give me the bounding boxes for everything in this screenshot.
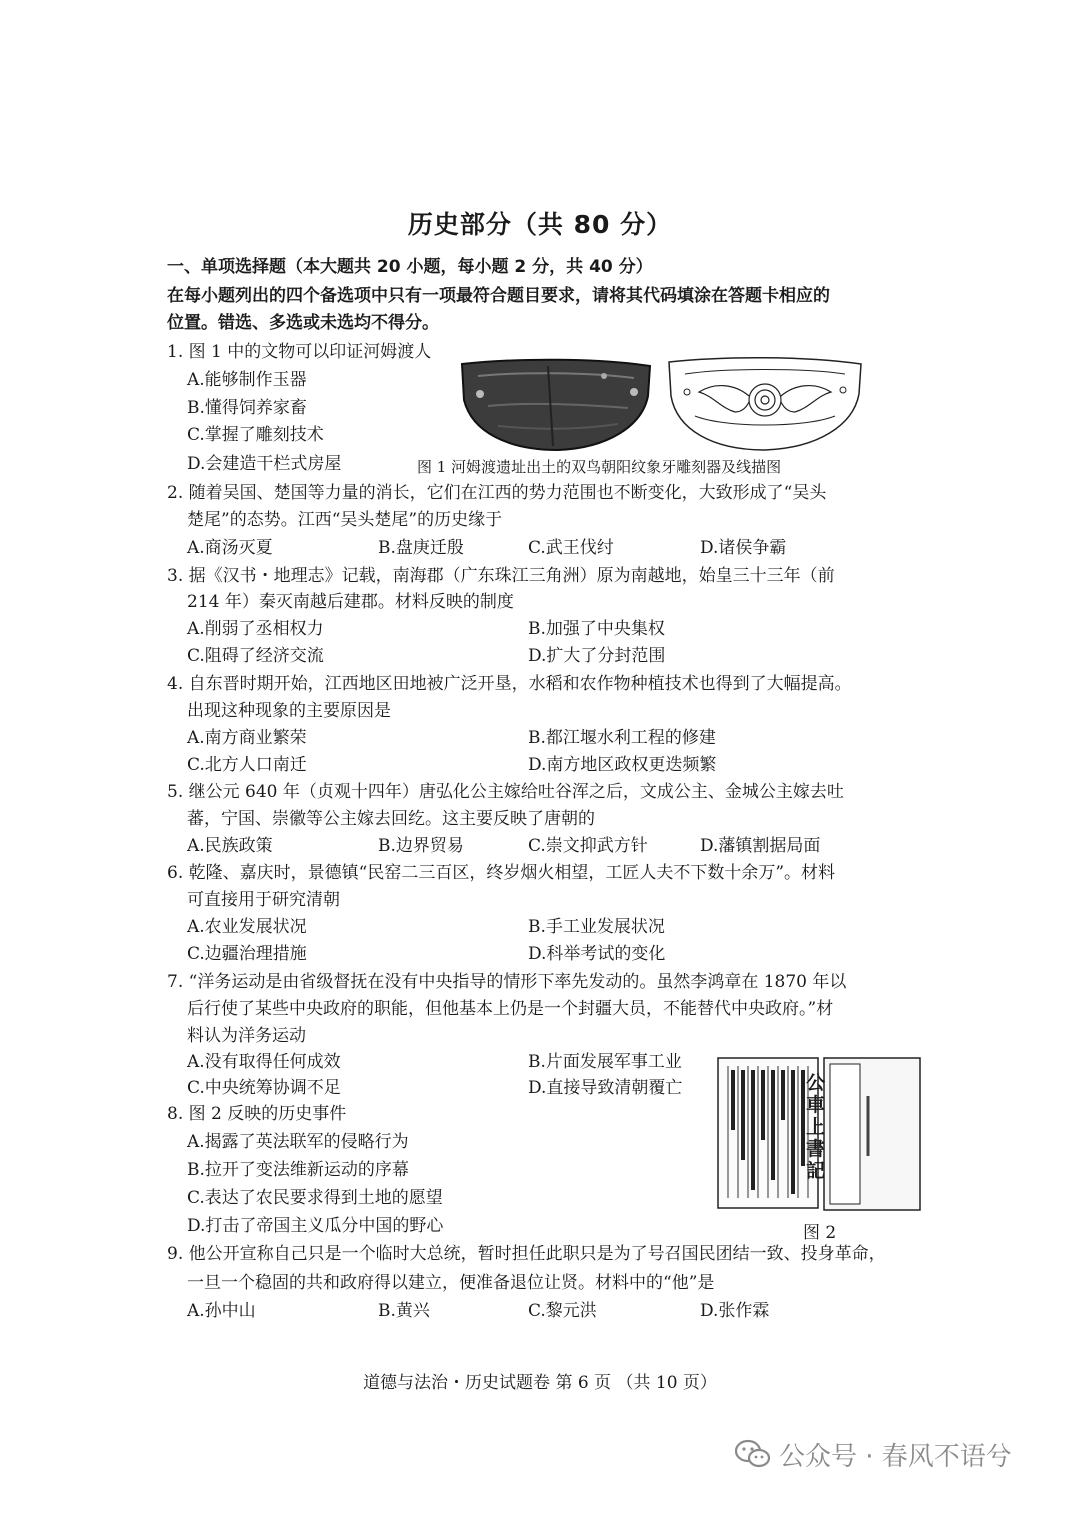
question-5-option-c: C.崇文抑武方针: [528, 836, 648, 856]
page-title: 历史部分（共 80 分）: [407, 210, 673, 239]
wechat-icon: [735, 1439, 771, 1469]
question-4-option-d: D.南方地区政权更迭频繁: [528, 755, 717, 775]
question-3-option-b: B.加强了中央集权: [528, 619, 665, 639]
question-1-option-b: B.懂得饲养家畜: [187, 398, 307, 418]
page-footer: 道德与法治・历史试题卷 第 6 页 （共 10 页）: [363, 1373, 717, 1393]
question-7-option-b: B.片面发展军事工业: [528, 1052, 682, 1072]
question-5-option-b: B.边界贸易: [378, 836, 464, 856]
question-1-option-d: D.会建造干栏式房屋: [187, 454, 342, 474]
question-7-option-c: C.中央统筹协调不足: [187, 1078, 341, 1098]
question-2-option-a: A.商汤灭夏: [187, 538, 273, 558]
question-5-stem-2: 蕃，宁国、崇徽等公主嫁去回纥。这主要反映了唐朝的: [187, 809, 595, 829]
question-8-option-b: B.拉开了变法维新运动的序幕: [187, 1160, 409, 1180]
question-7-option-d: D.直接导致清朝覆亡: [528, 1078, 683, 1098]
question-2-option-d: D.诸侯争霸: [700, 538, 787, 558]
question-4-stem-1: 4. 自东晋时期开始，江西地区田地被广泛开垦，水稻和农作物种植技术也得到了大幅提高。: [167, 674, 852, 694]
question-9-stem-2: 一旦一个稳固的共和政府得以建立，便准备退位让贤。材料中的“他”是: [187, 1273, 715, 1293]
question-9-option-a: A.孙中山: [187, 1301, 256, 1321]
question-6-option-b: B.手工业发展状况: [528, 917, 665, 937]
question-5-option-a: A.民族政策: [187, 836, 273, 856]
question-6-option-c: C.边疆治理措施: [187, 944, 307, 964]
section-instruction-1: 在每小题列出的四个备选项中只有一项最符合题目要求，请将其代码填涂在答题卡相应的: [167, 286, 830, 306]
question-5-option-d: D.藩镇割据局面: [700, 836, 821, 856]
question-6-stem-2: 可直接用于研究清朝: [187, 890, 340, 910]
question-6-option-a: A.农业发展状况: [187, 917, 307, 937]
question-4-option-c: C.北方人口南迁: [187, 755, 307, 775]
watermark: [735, 1432, 1012, 1476]
question-8-option-d: D.打击了帝国主义瓜分中国的野心: [187, 1216, 444, 1236]
question-1-stem: 1. 图 1 中的文物可以印证河姆渡人: [167, 342, 432, 362]
ivory-artifact-line-drawing: [665, 356, 865, 454]
question-2-stem-1: 2. 随着吴国、楚国等力量的消长，它们在江西的势力范围也不断变化，大致形成了“吴头: [167, 483, 827, 503]
question-5-stem-1: 5. 继公元 640 年（贞观十四年）唐弘化公主嫁给吐谷浑之后，文成公主、金城公主嫁去吐: [167, 782, 844, 802]
question-4-option-b: B.都江堰水利工程的修建: [528, 728, 716, 748]
figure-1-caption: 图 1 河姆渡遗址出土的双鸟朝阳纹象牙雕刻器及线描图: [417, 458, 782, 476]
question-4-option-a: A.南方商业繁荣: [187, 728, 307, 748]
section-instruction-2: 位置。错选、多选或未选均不得分。: [167, 313, 439, 333]
question-9-option-d: D.张作霖: [700, 1301, 770, 1321]
question-4-stem-2: 出现这种现象的主要原因是: [187, 701, 391, 721]
question-3-option-d: D.扩大了分封范围: [528, 646, 666, 666]
question-1-option-c: C.掌握了雕刻技术: [187, 425, 324, 445]
figure-2-book-title: 公車上書記: [806, 1072, 826, 1182]
question-3-option-a: A.削弱了丞相权力: [187, 619, 324, 639]
question-2-stem-2: 楚尾”的态势。江西“吴头楚尾”的历史缘于: [187, 510, 503, 530]
watermark-text: 公众号 · 春风不语兮: [779, 1441, 1012, 1472]
question-3-stem-1: 3. 据《汉书・地理志》记载，南海郡（广东珠江三角洲）原为南越地，始皇三十三年（前: [167, 566, 835, 586]
section-heading: 一、单项选择题（本大题共 20 小题，每小题 2 分，共 40 分）: [167, 257, 653, 277]
question-3-option-c: C.阻碍了经济交流: [187, 646, 324, 666]
question-2-option-b: B.盘庚迁殷: [378, 538, 464, 558]
question-9-option-c: C.黎元洪: [528, 1301, 597, 1321]
question-6-option-d: D.科举考试的变化: [528, 944, 666, 964]
question-1-option-a: A.能够制作玉器: [187, 370, 307, 390]
question-9-option-b: B.黄兴: [378, 1301, 430, 1321]
question-8-option-a: A.揭露了英法联军的侵略行为: [187, 1132, 409, 1152]
question-8-option-c: C.表达了农民要求得到土地的愿望: [187, 1188, 443, 1208]
ivory-artifact-photo: [458, 356, 654, 454]
question-9-stem-1: 9. 他公开宣称自己只是一个临时大总统，暂时担任此职只是为了号召国民团结一致、投身革命，: [167, 1244, 886, 1264]
question-6-stem-1: 6. 乾隆、嘉庆时，景德镇“民窑二三百区，终岁烟火相望，工匠人夫不下数十余万”。材料: [167, 863, 836, 883]
figure-2-caption: 图 2: [803, 1223, 837, 1243]
question-8-stem: 8. 图 2 反映的历史事件: [167, 1104, 347, 1124]
question-3-stem-2: 214 年）秦灭南越后建郡。材料反映的制度: [187, 592, 514, 612]
question-7-stem-3: 料认为洋务运动: [187, 1026, 306, 1046]
question-2-option-c: C.武王伐纣: [528, 538, 614, 558]
question-7-stem-1: 7. “洋务运动是由省级督抚在没有中央指导的情形下率先发动的。虽然李鸿章在 1870 年以: [167, 972, 847, 992]
question-7-stem-2: 后行使了某些中央政府的职能，但他基本上仍是一个封疆大员，不能替代中央政府。”材: [187, 999, 834, 1019]
question-7-option-a: A.没有取得任何成效: [187, 1052, 341, 1072]
